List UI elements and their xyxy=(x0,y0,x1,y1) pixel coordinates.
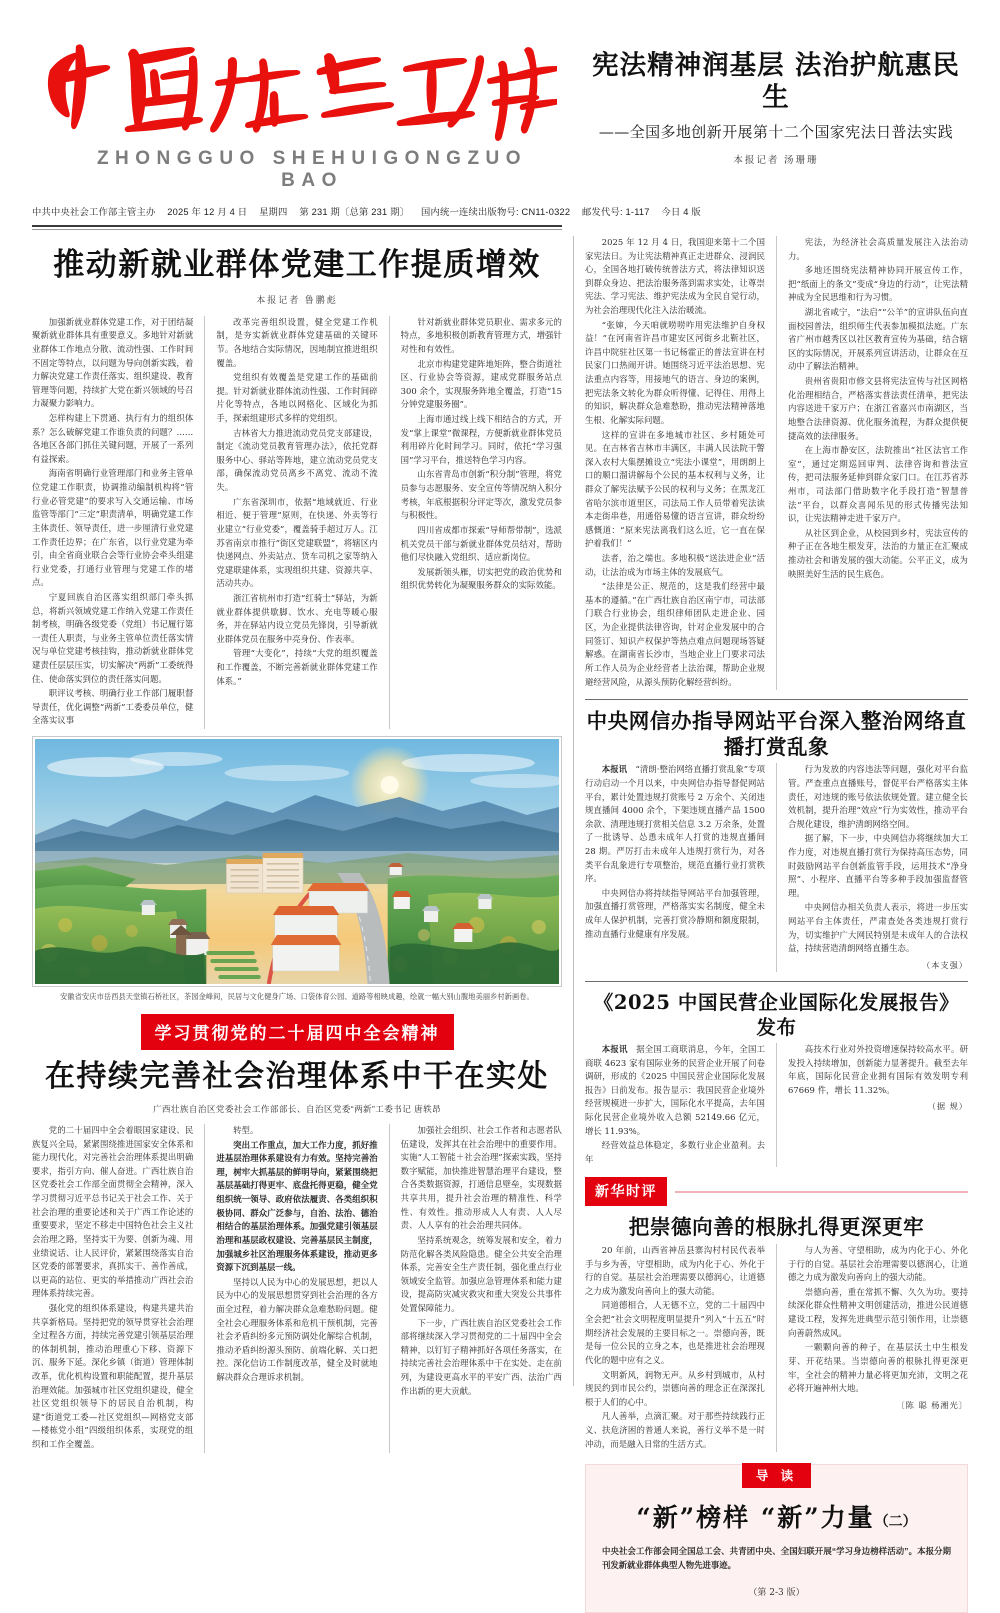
masthead-rule-thin xyxy=(32,229,562,230)
masthead-date: 2025 年 12 月 4 日 xyxy=(167,207,248,217)
guide-box[interactable] xyxy=(585,1464,968,1613)
section-rule-1 xyxy=(585,699,968,700)
feature-photo-frame xyxy=(32,736,562,987)
paragraph: 转型。 xyxy=(233,1125,259,1136)
lead-article xyxy=(562,28,968,166)
paragraph: 加强社会组织、社会工作者和志愿者队伍建设，发挥其在社会治理中的重要作用。实施“人工智能＋社会治理”探索实践，坚持数字赋能，加快推进智慧治理平台建设，整合各类数据资源，打通信息壁垒，实现数据共享共用，提升社会治理的精准性、科学性、有效性。推动形成人人有责、人人尽责、人人享有的社会治理共同体。 xyxy=(400,1125,562,1231)
masthead-calligraphy-icon xyxy=(32,28,557,146)
photo-caption: 安徽省安庆市岳西县天堂镇石桥社区，茶园金峰间，民居与文化健身广场、口袋体育公园、道路等相映成趣，绘就一幅大别山腹地美丽乡村新画卷。 xyxy=(60,992,534,1002)
commentary-signature: 〔陈 聪 杨湘光〕 xyxy=(896,1399,968,1410)
paragraph: 中央网信办相关负责人表示，将进一步压实网站平台主体责任，严肃查处各类违规打赏行为，切实维护广大网民特别是未成年人的合法权益，持续营造清朗网络直播生态。 xyxy=(788,902,968,954)
main-article-byline: 本报记者 鲁鹏彪 xyxy=(256,294,338,305)
left-column-zone xyxy=(32,236,562,1450)
paragraph: 改革完善组织设置，健全党建工作机制，是夯实新就业群体党建基础的关键环节。各地结合实际情况，因地制宜推进组织覆盖。 xyxy=(216,316,378,368)
report-article-columns xyxy=(585,1043,968,1167)
paragraph: “法律是公正、规范的，这是我们经营中最基本的遵循。”在广西壮族自治区南宁市，司法部门联合行业协会，组织律师团队走进企业、园区，为企业提供法律咨询，针对企业发展中的合同签订、知识产权保护等热点难点问题现场答疑解惑。在湖南省长沙市，当地企业上门要求司法所工作人员为企业经营者上法治课，帮助企业规避经营风险，从源头预防化解经营纠纷。 xyxy=(585,581,765,687)
paragraph: 怎样构建上下贯通、执行有力的组织体系？怎么破解党建工作谁负责的问题？……各地区各部门抓住关键问题，开展了一系列有益探索。 xyxy=(32,413,194,464)
paragraph: 四川省成都市探索“导师帮带制”，选派机关党员干部与新就业群体党员结对，帮助他们尽快融入党组织、适应新岗位。 xyxy=(400,524,562,563)
paragraph: 20 年前，山西省神岳县寨沟村村民代表举手与乡为善，守望相助，成为内化于心、外化于行的自觉。基层社会治理需要以德润心，让道德之力成为激发向善向上的强大动能。 xyxy=(585,1245,765,1296)
paragraph: 管理“大变化”，持续“大党的组织覆盖和工作覆盖，不断完善新就业群体党建工作体系。” xyxy=(216,648,378,686)
page-body xyxy=(32,236,968,1598)
paragraph: 吉林省大力推进流动党员党支部建设，制定《流动党员教育管理办法》，依托党群服务中心、驿站等阵地，建立流动党员党支部，确保流动党员离乡不离党、流动不流失。 xyxy=(216,427,378,493)
lead-byline: 本报记者 汤珊珊 xyxy=(733,154,819,166)
report-signature: （据 规） xyxy=(927,1101,968,1112)
right-column-zone xyxy=(585,236,968,1598)
feature-banner-label: 学习贯彻党的二十届四中全会精神 xyxy=(141,1014,454,1050)
masthead xyxy=(32,28,701,230)
main-article-col-1 xyxy=(32,316,193,729)
paragraph: 凡人善举，点滴汇聚。对于那些持续践行正义、扶危济困的普通人来说，善行义举不是一时冲动，而是融入日常的生活方式。 xyxy=(585,1411,765,1449)
guide-title xyxy=(602,1498,951,1534)
cyberspace-byline: 本报讯 xyxy=(601,764,628,775)
commentary-tag-rule xyxy=(675,1191,968,1193)
masthead-issue: 第 231 期〔总第 231 期〕 xyxy=(299,207,410,217)
masthead-info-line xyxy=(32,204,701,218)
paragraph: 一颗颗向善的种子，在基层沃土中生根发芽、开花结果。当崇德向善的根脉扎得更深更牢，全社会的精神力量必将更加充沛，文明之花必将开遍神州大地。 xyxy=(788,1342,968,1394)
main-article-col-3 xyxy=(389,316,562,729)
paragraph: 在上海市静安区，法院推出“社区法官工作室”，通过定期巡回审判、法律咨询和普法宣传，把司法服务延伸到群众家门口。在江苏省苏州市，司法部门借助数字化手段打造“智慧普法”平台，以群众喜闻乐见的形式传播宪法知识，让宪法精神走进千家万户。 xyxy=(788,445,968,524)
paragraph: 浙江省杭州市打造“红骑士”驿站，为新就业群体提供歇脚、饮水、充电等暖心服务，并在驿站内设立党员先锋岗，引导新就业群体党员在服务中亮身份、作表率。 xyxy=(216,592,378,644)
feature-banner-wrap xyxy=(32,1014,562,1050)
paragraph: 同道德相合，人无德不立，党的二十届四中全会把“社会文明程度明显提升”列入“十五五”时期经济社会发展的主要目标之一。崇德向善，既是每一位公民的立身之本，也是推进社会治理现代化的题中应有之义。 xyxy=(585,1300,765,1365)
paragraph: 文明新风，润物无声。从乡村到城市，从村规民约到市民公约，崇德向善的理念正在深深扎根于人们的心中。 xyxy=(585,1369,765,1407)
masthead-serial: 国内统一连续出版物号: CN11-0322 xyxy=(421,207,571,217)
paragraph: 突出工作重点，加大工作力度，抓好推进基层治理体系建设有力有效。坚持完善治理，树牢大抓基层的鲜明导向，紧紧围绕把基层基础打得更牢、底盘托得更稳，健全党组织统一领导、政府依法履责、各类组织积极协同、群众广泛参与，自治、法治、德治相结合的基层治理体系。加强党建引领基层治理和基层政权建设、完善基层民主制度，加强城乡社区治理服务体系建设，推动更多资源下沉到基层一线。 xyxy=(216,1139,378,1273)
lead-headline: 宪法精神润基层 法治护航惠民生 xyxy=(592,50,960,113)
lead-col-1 xyxy=(585,236,765,690)
paragraph: 这样的宣讲在多地城市社区、乡村随处可见。在吉林省吉林市丰满区，丰满人民法院干警深入农村大集摆摊设立“宪法小课堂”，用朗朗上口的顺口溜讲解每个公民的基本权利与义务，让群众了解宪法赋予公民的权利与义务；在黑龙江省哈尔滨市道里区，司法局工作人员带着宪法读本走街串巷，用通俗易懂的语言宣讲，群众纷纷感慨道：“原来宪法离我们这么近，它一直在保护着我们！” xyxy=(585,429,765,549)
masthead-weekday: 星期四 xyxy=(259,207,288,217)
paragraph: 海南省明确行业管理部门和业务主管单位党建工作职责，协调推动编制机构将“管行业必管党建”的要求写入交通运输、市场监管等部门“三定”职责清单，明确党建工作主体责任、领导责任，进一步厘清行业党建工作责任边界；在广东省，以行业党建为牵引，由全省商业联合会等行业协会牵头组建行业党委，打通行业管理与党建工作的堵点。 xyxy=(32,468,194,588)
commentary-tag: 新华时评 xyxy=(585,1177,667,1206)
feature-columns xyxy=(32,1124,562,1453)
cyberspace-col-1 xyxy=(585,763,765,972)
commentary-headline: 把崇德向善的根脉扎得更深更牢 xyxy=(628,1215,925,1240)
paragraph: 坚持以人民为中心的发展思想，把以人民为中心的发展思想贯穿到社会治理的各方面全过程，着力解决群众急难愁盼问题。健全社会心理服务体系和危机干预机制，完善社会矛盾纠纷多元预防调处化解综合机制，推动矛盾纠纷源头预防、前端化解、关口把控。深化信访工作制度改革，健全及时就地解决群众合理诉求机制。 xyxy=(216,1276,378,1382)
paragraph: 发展新领头雁，切实把党的政治优势和组织优势转化为凝聚服务群众的实际效能。 xyxy=(400,566,562,591)
paragraph: 山东省青岛市创新“积分制”管理，将党员参与志愿服务、安全宣传等情况纳入积分考核，年底根据积分评定等次，激发党员参与积极性。 xyxy=(400,469,562,521)
masthead-pinyin: ZHONGGUO SHEHUIGONGZUO BAO xyxy=(96,148,528,191)
paragraph: 多地还围绕宪法精神协同开展宣传工作，把“纸面上的条文”变成“身边的行动”，让宪法精神成为全民思维和行为习惯。 xyxy=(788,265,968,303)
paragraph: 下一步，广西壮族自治区党委社会工作部将继续深入学习贯彻党的二十届四中全会精神，以钉钉子精神抓好各项任务落实，在持续完善社会治理体系中干在实处、走在前列，为建设更高水平的平安广西、法治广西作出新的更大贡献。 xyxy=(400,1317,562,1396)
paragraph: 湖北省咸宁，“法启”“公羊”的宣讲队伍向直面校园普法，组织师生代表参加模拟法庭。广东省广州市越秀区以社区教育宣传为基础，结合辖区的实际情况，开展系列宣讲活动，让群众在互动中了解法治精神。 xyxy=(788,307,968,372)
lead-col-2 xyxy=(776,236,968,690)
guide-description: 中央社会工作部会同全国总工会、共青团中央、全国妇联开展“学习身边榜样活动”。本报分期刊发新就业群体典型人物先进事迹。 xyxy=(602,1546,951,1571)
guide-title-main: “新”榜样 “新”力量 xyxy=(636,1503,875,1533)
masthead-postal: 邮发代号: 1-117 xyxy=(582,207,650,217)
commentary-columns xyxy=(585,1244,968,1452)
paragraph: 宪法，为经济社会高质量发展注入法治动力。 xyxy=(788,237,968,261)
paragraph: 坚持系统观念，统筹发展和安全，着力防范化解各类风险隐患。健全公共安全治理体系，完善安全生产责任制，强化重点行业领域安全监管。加强应急管理体系和能力建设，提高防灾减灾救灾和重大突发公共事件处置保障能力。 xyxy=(400,1234,562,1313)
paragraph: 高技术行业对外投资增速保持较高水平。研发投入持续增加，创新能力显著提升。截至去年年底，国际化民营企业拥有国际有效发明专利 67669 件，增长 11.32%。 xyxy=(788,1043,968,1095)
paragraph: 北京市构建党建阵地矩阵，整合街道社区、行业协会等资源，建成党群服务站点 300 余个，实现服务阵地全覆盖，打造“15 分钟党建服务圈”。 xyxy=(400,358,562,410)
masthead-sponsor: 中共中央社会工作部主管主办 xyxy=(32,207,156,217)
paragraph: “张婶，今天咱就唠唠咋用宪法维护自身权益！”在河南省许昌市建安区河街乡北靳社区，许昌中院驻社区第一书记杨霍正的普法宣讲在村民家门口热闹开讲。她围绕习近平法治思想、宪法重点内容等，用接地气的语言、身边的案例，把宪法条文转化为群众听得懂、记得住、用得上的知识，解决群众急难愁盼，推动宪法精神落地生根、化解实际问题。 xyxy=(585,319,765,425)
report-article-headline: 《2025 中国民营企业国际化发展报告》发布 xyxy=(593,991,960,1039)
paragraph: 职评议考核、明确行业工作部门履职督导责任，优化调整“两新”工委委员单位，健全落实议事 xyxy=(32,688,194,726)
commentary-col-2 xyxy=(776,1244,968,1452)
main-article-col-2 xyxy=(204,316,377,729)
paragraph: 加强新就业群体党建工作，对于团结凝聚新就业群体具有重要意义。多地针对新就业群体工作地点分散、流动性强、工作时间不固定等特点，以问题为导向创新实践，着力解决党建工作责任落实、组织建设、教育管理等问题，持续扩大党在新兴领域的号召力凝聚力影响力。 xyxy=(32,316,194,409)
paragraph: 党组织有效覆盖是党建工作的基础前提。针对新就业群体流动性强、工作时间碎片化等特点，各地以网格化、区域化为抓手，探索组建形式多样的党组织。 xyxy=(216,372,378,424)
cyberspace-article-columns xyxy=(585,763,968,972)
aerial-village-photo xyxy=(35,739,559,984)
feature-col-1 xyxy=(32,1124,193,1453)
guide-page-ref: （第 2-3 版） xyxy=(748,1587,805,1598)
masthead-logo xyxy=(32,28,562,146)
paragraph: 法者，治之端也。多地积极“送法进企业”活动，让法治成为市场主体的发展底气。 xyxy=(585,553,765,577)
report-col-1 xyxy=(585,1043,765,1167)
paragraph: 行为发放的内容违法等问题，强化对平台监管。严查重点直播账号，督促平台严格落实主体责任，对违规的账号依法依规处置。建立健全长效机制，提升治理“效应”行为实效性，推动平台合规化建设，维护清朗网络空间。 xyxy=(788,764,968,829)
paragraph: 中央网信办将持续指导网站平台加强管理，加强直播打赏管理，严格落实实名制度，健全未成年人保护机制，完善打赏冷静期和额度限制，推动直播行业健康有序发展。 xyxy=(585,887,765,939)
guide-tag-label: 导 读 xyxy=(742,1463,811,1488)
masthead-rule xyxy=(32,225,562,227)
paragraph: 崇德向善，重在常抓不懈、久久为功。要持续深化群众性精神文明创建活动，推进公民道德建设工程，发挥先进典型示范引领作用，让崇德向善蔚然成风。 xyxy=(788,1286,968,1338)
report-byline: 本报讯 xyxy=(601,1043,628,1054)
feature-col-3 xyxy=(389,1124,562,1453)
paragraph: 强化党的组织体系建设，构建共建共治共享新格局。坚持把党的领导贯穿社会治理全过程各方面，持续完善党建引领基层治理的体制机制，推动治理重心下移、资源下沉、服务下延。深化乡镇（街道）管理体制改革，优化机构设置和职能配置，提升基层治理效能。加强城市社区党组织建设，健全社区党组织领导下的居民自治机制，构建“街道党工委—社区党组织—网格党支部—楼栋党小组”四级组织体系，实现党的组织和工作全覆盖。 xyxy=(32,1302,194,1450)
masthead-pages: 今日 4 版 xyxy=(661,207,701,217)
paragraph: 党的二十届四中全会着眼国家建设、民族复兴全局，紧紧围绕推进国家安全体系和能力现代化，对完善社会治理体系提出明确要求，指引方向、催人奋进。广西壮族自治区党委社会工作部全面贯彻全会精神，深入学习贯彻习近平总书记关于社会工作、关于社会治理的重要论述和关于广西工作论述的重要要求，坚定不移走中国特色社会主义社会治理之路，坚持实干为要、创新为魂、用业绩说话、让人民评价，紧紧围绕落实自治区党委的部署要求，真抓实干、善作善成，以更高的站位、更实的举措推动广西社会治理体系持续完善。 xyxy=(32,1125,194,1299)
main-article-columns xyxy=(32,316,562,729)
paragraph: 据了解，下一步，中央网信办将继续加大工作力度，对违规直播打赏行为保持高压态势，同时鼓励网站平台创新监管手段，运用技术“净身照”、小程序、直播平台等多种手段加强监督管理。 xyxy=(788,833,968,898)
feature-headline: 在持续完善社会治理体系中干在实处 xyxy=(45,1059,549,1095)
paragraph: 上海市通过线上线下相结合的方式，开发“掌上课堂”微课程，方便新就业群体党员利用碎片化时间学习。同时，依托“学习强国”学习平台，推送特色学习内容。 xyxy=(400,414,562,465)
column-divider xyxy=(573,236,574,1386)
lead-subheadline: ——全国多地创新开展第十二个国家宪法日普法实践 xyxy=(598,122,954,141)
paragraph: 宁夏回族自治区落实组织部门牵头抓总，将新兴领域党建工作纳入党建工作责任制考核，明确各级党委（党组）书记履行第一责任人职责，与业务主管单位责任落实情况与单位党建考核挂钩，推动新就业群体党建责任层层压实，切实解决“两新”工委统得住、使命落实到位的责任落实问题。 xyxy=(32,591,194,684)
section-rule-2 xyxy=(585,981,968,982)
paragraph: 经营效益总体稳定，多数行业企业盈利。去年 xyxy=(585,1140,765,1164)
commentary-col-1 xyxy=(585,1244,765,1452)
paragraph: 2025 年 12 月 4 日，我国迎来第十二个国家宪法日。为让宪法精神真正走进群众、浸润民心，全国各地打破传统普法方式，将法律知识送到群众身边、把法治服务落到需求实处，让尊崇宪法、学习宪法、维护宪法成为全民自觉行动，为社会治理现代化注入法治暖流。 xyxy=(585,237,765,316)
page-header xyxy=(32,28,968,228)
paragraph: 针对新就业群体党员职业、需求多元的特点，多地积极创新教育管理方式，增强针对性和有效性。 xyxy=(400,316,562,354)
commentary-tag-row xyxy=(585,1177,968,1206)
feature-col-2 xyxy=(204,1124,377,1453)
lead-article-columns xyxy=(585,236,968,690)
guide-title-suffix: （二） xyxy=(874,1514,917,1531)
paragraph: 贵州省贵阳市修文县将宪法宣传与社区网格化治理相结合，严格落实普法责任清单，把宪法内容送进千家万户；在浙江省嘉兴市南湖区，当地整合法律资源、优化服务流程，为群众提供便捷高效的法律服务。 xyxy=(788,376,968,441)
paragraph: 与人为善、守望相助，成为内化于心、外化于行的自觉。基层社会治理需要以德润心，让道德之力成为激发向善向上的强大动能。 xyxy=(788,1245,968,1283)
cyberspace-article-headline: 中央网信办指导网站平台深入整治网络直播打赏乱象 xyxy=(586,709,967,759)
report-col-2 xyxy=(776,1043,968,1167)
paragraph: 广东省深圳市，依据“地域就近、行业相近、便于管理”原则，在快递、外卖等行业建立“行业党委”，覆盖骑手超过万人。江苏省南京市推行“街区党建联盟”，将辖区内快递网点、外卖站点、货车司机之家等纳入党建联建体系，实现组织共建、资源共享、活动共办。 xyxy=(216,496,378,589)
paragraph-text: 据全国工商联消息，今年，全国工商联 4623 家有国际业务的民营企业开展了问卷调研，形成的《2025 中国民营企业国际化发展报告》日前发布。报告显示：我国民营企业境外经营规模进一步扩大，国际化水平提高，去年国际化民营企业境外收入总额 52149.66 亿元，增长 11.93%。 xyxy=(585,1043,765,1136)
paragraph-text: “清朗·整治网络直播打赏乱象”专项行动启动一个月以来，中央网信办指导督促网站平台，累计处置违规打赏账号 2 万余个、关闭违规直播间 4000 余个，下架违规直播产品 1500 余款、清理违规打赏相关信息 3.2 万余条，处置了一批诱导、怂恿未成年人打赏的违规直播间 28 期。严厉打击未成年人违规打赏行为，对各类平台乱象进行专项整治，规范直播行业打赏秩序。 xyxy=(585,764,765,884)
cyberspace-signature: （本支强） xyxy=(922,959,968,970)
paragraph: 从社区到企业，从校园到乡村，宪法宣传的种子正在各地生根发芽，法治的力量正在汇聚成推动社会和谐发展的强大动能。公平正义，成为映照美好生活的民生底色。 xyxy=(788,527,968,579)
cyberspace-col-2 xyxy=(776,763,968,972)
main-article-headline: 推动新就业群体党建工作提质增效 xyxy=(53,247,541,283)
feature-byline: 广西壮族自治区党委社会工作部部长、自治区党委“两新”工委书记 唐轶昂 xyxy=(152,1104,442,1115)
